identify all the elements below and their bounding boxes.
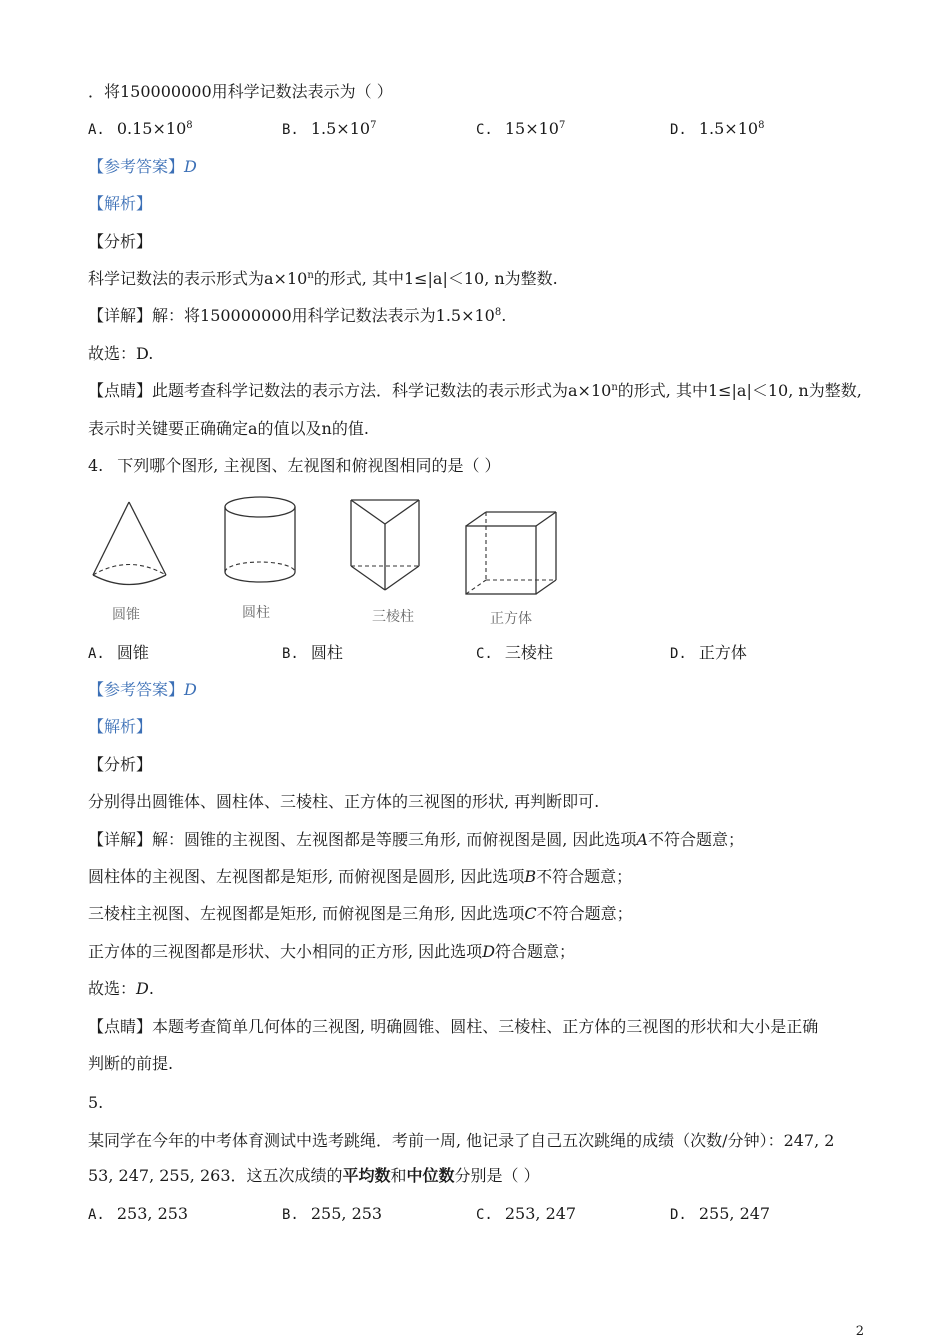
- figure-label-cylinder: 圆柱: [242, 605, 270, 621]
- q4-comment-2: 判断的前提.: [88, 1054, 174, 1073]
- figure-label-cube: 正方体: [490, 611, 532, 627]
- q4-option-a: A. 圆锥: [88, 643, 149, 662]
- page-number: 2: [855, 1324, 864, 1339]
- q4-option-d: D. 正方体: [670, 643, 747, 662]
- cylinder-figure: [222, 494, 300, 588]
- q5-options: [88, 1204, 868, 1224]
- cone-figure: [88, 498, 172, 590]
- q5-stem-1: 某同学在今年的中考体育测试中选考跳绳．考前一周, 他记录了自己五次跳绳的成绩（次数/分钟）：247, 2: [88, 1131, 835, 1150]
- q5-stem-2: 53, 247, 255, 263．这五次成绩的平均数和中位数分别是（ ）: [88, 1166, 540, 1185]
- q5-option-a: A. 253, 253: [88, 1204, 189, 1223]
- figure-label-prism: 三棱柱: [372, 609, 414, 625]
- q4-option-c: C. 三棱柱: [476, 643, 553, 662]
- q4-option-b: B. 圆柱: [282, 643, 343, 662]
- q3-comment-1: 【点睛】此题考查科学记数法的表示方法．科学记数法的表示形式为$a\times 10^n$的形式, 其中1≤|a|＜10, n为整数,: [88, 381, 862, 400]
- q4-reference-answer: 【参考答案】D: [88, 680, 197, 699]
- q4-analysis-heading: 【解析】: [88, 717, 153, 736]
- q4-detail-4: 正方体的三视图都是形状、大小相同的正方形, 因此选项D符合题意；: [88, 942, 576, 961]
- q3-comment-2: 表示时关键要正确确定a的值以及n的值.: [88, 419, 369, 438]
- q4-detail-1: 【详解】解：圆锥的主视图、左视图都是等腰三角形, 而俯视图是圆, 因此选项A不符合题意；: [88, 830, 744, 849]
- q4-comment-1: 【点睛】本题考查简单几何体的三视图, 明确圆锥、圆柱、三棱柱、正方体的三视图的形状和大小是正确: [88, 1017, 819, 1036]
- q5-option-b: B. 255, 253: [282, 1204, 383, 1223]
- q3-reference-answer: 【参考答案】D: [88, 157, 197, 176]
- q4-detail-2: 圆柱体的主视图、左视图都是矩形, 而俯视图是圆形, 因此选项B不符合题意；: [88, 867, 633, 886]
- q4-choice: 故选：D.: [88, 979, 154, 998]
- q3-option-b: B. $1.5\times 10^7$: [282, 119, 377, 138]
- q3-options: [88, 119, 868, 139]
- q4-stem: 4. 下列哪个图形, 主视图、左视图和俯视图相同的是（ ）: [88, 456, 501, 475]
- q4-fenxi-text: 分别得出圆锥体、圆柱体、三棱柱、正方体的三视图的形状, 再判断即可.: [88, 792, 600, 811]
- cube-figure: [462, 508, 560, 598]
- q3-option-d: D. $1.5\times 10^8$: [670, 119, 765, 138]
- q5-option-c: C. 253, 247: [476, 1204, 577, 1223]
- q5-option-d: D. 255, 247: [670, 1204, 771, 1223]
- q5-number: 5.: [88, 1093, 104, 1112]
- q3-detail: 【详解】解：将150000000用科学记数法表示为$1.5\times 10^8$.: [88, 306, 507, 325]
- q4-detail-3: 三棱柱主视图、左视图都是矩形, 而俯视图是三角形, 因此选项C不符合题意；: [88, 904, 633, 923]
- q3-choice: 故选：D.: [88, 344, 154, 363]
- q4-number: 4.: [88, 456, 104, 475]
- triangular-prism-figure: [346, 496, 424, 598]
- q4-options: [88, 643, 868, 663]
- q3-fenxi-heading: 【分析】: [88, 232, 153, 251]
- q3-stem: ．将150000000用科学记数法表示为（ ）: [88, 82, 393, 101]
- q3-analysis-heading: 【解析】: [88, 194, 153, 213]
- q3-fenxi-text: 科学记数法的表示形式为$a\times 10^n$的形式, 其中1≤|a|＜10, n为整数.: [88, 269, 558, 288]
- q3-option-a: A. $0.15\times 10^8$: [88, 119, 193, 138]
- q4-fenxi-heading: 【分析】: [88, 755, 153, 774]
- q3-option-c: C. $15\times 10^7$: [476, 119, 566, 138]
- figure-label-cone: 圆锥: [112, 607, 140, 623]
